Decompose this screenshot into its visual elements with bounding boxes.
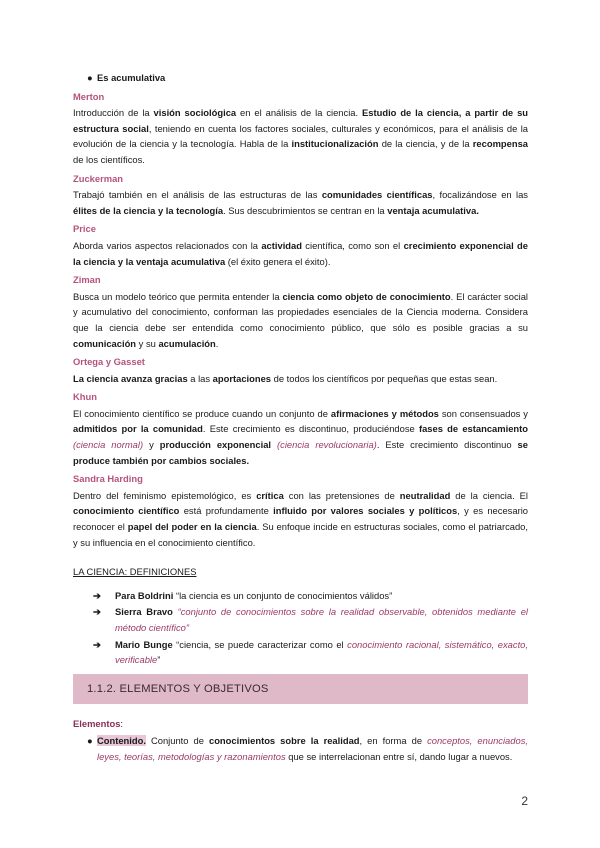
bullet-icon: ● — [87, 72, 93, 83]
ziman-paragraph: Busca un modelo teórico que permita entender la ciencia como objeto de conocimiento. El carácter social y acumulativo del conocimiento, conforman las propiedades esenciales de la Ciencia moderna. Considera que la ciencia debe ser entendida como conocimiento público, que sólo es posible gracias a su comunicación y su acumulación. — [73, 290, 529, 349]
ortega-paragraph: La ciencia avanza gracias a las aportaciones de todos los científicos por pequeñas que estas sean. — [73, 372, 498, 384]
page-content — [73, 70, 528, 765]
list-item: ● Contenido. Conjunto de conocimientos sobre la realidad, en forma de conceptos, enunciados, leyes, teorías, metodologías y razonamientos que se interrelacionan entre sí, dando lugar a nuevos. — [87, 735, 528, 762]
price-paragraph: Aborda varios aspectos relacionados con la actividad científica, como son el crecimiento exponencial de la ciencia y la ventaja acumulativa (el éxito genera el éxito). — [73, 239, 528, 267]
zuckerman-paragraph: Trabajó también en el análisis de las estructuras de las comunidades científicas, focalizándose en las élites de la ciencia y la tecnología. Sus descubrimientos se centran en la ventaja acumulativa. — [73, 189, 528, 216]
arrow-right-icon: ➔ — [93, 589, 101, 601]
author-heading-harding: Sandra Harding — [73, 473, 143, 485]
author-heading-ziman: Ziman — [73, 274, 101, 286]
definitions-list — [73, 588, 528, 668]
arrow-right-icon: ➔ — [93, 606, 101, 618]
author-heading-merton: Merton — [73, 90, 105, 102]
author-heading-price: Price — [73, 223, 96, 235]
bullet-icon: ● — [87, 735, 93, 747]
harding-paragraph: Dentro del feminismo epistemológico, es crítica con las pretensiones de neutralidad de la ciencia. El conocimiento científico está profundamente influido por valores sociales y políticos, y es necesario reconocer el papel del poder en la ciencia. Su enfoque incide en estructuras sociales, como el patriarcado, y su influencia en el conocimiento científico. — [73, 489, 529, 548]
list-item: ➔ Sierra Bravo “conjunto de conocimientos sobre la realidad observable, obtenidos mediante el método científico” — [93, 606, 529, 633]
bullet-text: Es acumulativa — [97, 72, 166, 83]
list-item — [73, 70, 528, 86]
elements-label: Elementos: — [73, 717, 124, 729]
definitions-heading: LA CIENCIA: DEFINICIONES — [73, 566, 197, 578]
author-heading-ortega: Ortega y Gasset — [73, 356, 145, 368]
author-heading-khun: Khun — [73, 391, 97, 403]
author-heading-zuckerman: Zuckerman — [73, 172, 124, 184]
section-heading: 1.1.2. ELEMENTOS Y OBJETIVOS — [73, 674, 528, 704]
khun-paragraph: El conocimiento científico se produce cuando un conjunto de afirmaciones y métodos son consensuados y admitidos por la comunidad. Este crecimiento es discontinuo, produciéndose fases de estancamiento (ciencia normal) y producción exponencial (ciencia revolucionaria). Este crecimiento discontinuo se produce también por cambios sociales. — [73, 407, 528, 466]
merton-paragraph: Introducción de la visión sociológica en el análisis de la ciencia. Estudio de la ciencia, a partir de su estructura social, teniendo en cuenta los factores sociales, culturales y económicos, para el análisis de la evolución de la ciencia y la tecnología. Habla de la institucionalización de la ciencia, y de la recompensa de los científicos. — [73, 107, 529, 165]
contenido-label: Contenido. — [97, 735, 146, 747]
list-item: ➔ Para Boldrini “la ciencia es un conjunto de conocimientos válidos” — [73, 588, 528, 604]
list-item: ➔ Mario Bunge “ciencia, se puede caracterizar como el conocimiento racional, sistemático, exacto, verificable” — [93, 638, 528, 666]
page-number: 2 — [521, 794, 528, 808]
arrow-right-icon: ➔ — [93, 638, 101, 650]
